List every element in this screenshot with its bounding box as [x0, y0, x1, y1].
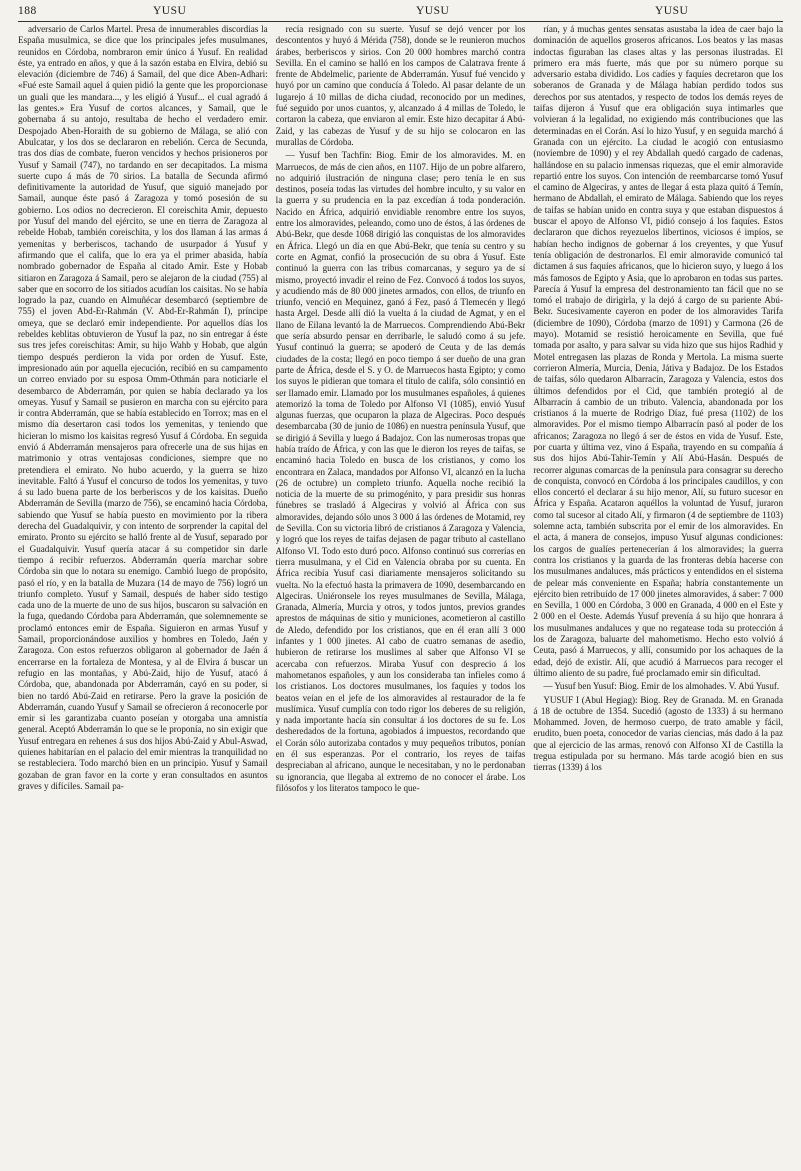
paragraph: recía resignado con su suerte. Yusuf se dejó vencer por los descontentos y huyó á Mérida (758), donde se le reunieron muchos árabes, berberiscos y sirios. Con 20 000 hombres marchó contra Sevilla. En el camino se halló en los campos de Calatrava frente á frente de Abdelmelic, pariente de Abderramán. Yusuf fué vencido y huyó por un camino que conducía á Toledo. Al pasar delante de un lugarejo á 10 millas de dicha ciudad, reconocido por un medines, fué seguido por unos cuantos, y, alcanzado á 4 millas de Toledo, le cortaron la cabeza, que enviaron al emir. Este hizo decapitar á Abú-Zaid, y las cabezas de Yusuf y de su hijo se colocaron en las murallas de Córdoba.: [275, 24, 526, 147]
running-head-left: YUSU: [153, 5, 187, 17]
page-number: 188: [18, 5, 37, 17]
paragraph: — Yusuf ben Tachfín: Biog. Emir de los almoravides. M. en Marruecos, de más de cien años, en 1107. Hijo de un pobre alfarero, no adquirió ilustración de ninguna clase; pero tenía le en sus destinos, poseía todas las virtudes del hombre inculto, y su valor en la guerra y su prudencia en la paz excedían á toda ponderación. Nacido en África, adquirió envidiable renombre entre los suyos, entre los almoravides, peleando, como uno de éstos, á las órdenes de Abú-Bekr, que desde 1068 dirigió las conquistas de los almoravides en África. Llegó un día en que Abú-Bekr, que tenía su centro y su corte en Agmat, confió la prosecución de su obra á Yusuf. Este continuó la guerra con las tribus comarcanas, y seguro ya de sí mismo, proyectó invadir el reino de Fez. Convocó á todos los suyos, y acudiendo más de 80 000 jinetes armados, con ellos, de triunfo en triunfo, venció en Mequinez, ganó á Fez, pasó á Tlemecén y llegó hasta Argel. Desde allí dió la vuelta á la ciudad de Agmat, y en el llano de Eilana levantó la de Marruecos. Comprendiendo Abú-Bekr que sería absurdo pensar en derribarle, le saludó como á su jefe. Yusuf continuó la guerra; se apoderó de Ceuta y de las demás ciudades de la costa; llegó en poco tiempo á ser dueño de una gran parte de África, desde el S. y O. de Marruecos hasta Egipto; y como los suyos le pidieran que tomara el título de califa, sólo consintió en ser llamado emir. Llamado por los musulmanes españoles, á quienes atemorizó la toma de Toledo por Alfonso VI (1085), envió Yusuf algunas fuerzas, que ocuparon la plaza de Algeciras. Poco después desembarcaba (30 de junio de 1086) en nuestra península Yusuf, que se dirigió á Sevilla y luego á Badajoz. Con las numerosas tropas que había traído de África, y con las que le dieron los reyes de taifas, se encaminó hacia Toledo en busca de los cristianos, y como los encontrara en Zalaca, mandados por Alfonso VI, alcanzó en la lucha (26 de octubre) un completo triunfo. Aquella noche recibió la noticia de la muerte de su primogénito, y para presidir sus honras fúnebres se trasladó á Algeciras y volvió al África con sus almoravides, dejando sólo unos 3 000 á las órdenes de Motamid, rey de Sevilla. Con su victoria libró de cristianos á Zaragoza y Valencia, y logró que los reyes de taifas dejasen de pagar tributo al castellano Alfonso VI. Todo esto duró poco. Alfonso continuó sus correrías en tierra musulmana, y el Cid en Valencia obraba por su cuenta. En África recibía Yusuf casi diariamente mensajeros solicitando su vuelta. No la efectuó hasta la primavera de 1090, desembarcando en Algeciras. Uniéronsele los reyes musulmanes de Sevilla, Málaga, Granada, Almería, Murcia y otros, y todos juntos, previos grandes aprestos de máquinas de sitio y municiones, acometieron al castillo de Aledo, defendido por los cristianos, que en él eran allí 3 000 infantes y 1 000 jinetes. Al cabo de cuatro semanas de asedio, hubieron de retirarse los muslimes al saber que Alfonso VI se acercaba con refuerzos. Miraba Yusuf con desprecio á los mahometanos españoles, y aun los consideraba tan infieles como á los cristianos. Los doctores musulmanes, los faquíes y todos los beatos veían en el jefe de los almoravides al restaurador de la fe muslímica. Yusuf cumplía con todo rigor los deberes de su religión, y nada importante hacía sin consultar á los doctores de su fe. Los desheredados de la fortuna, agobiados á impuestos, recordando que el Corán sólo autorizaba contados y muy pequeños tributos, ponían en él sus esperanzas. Por el contrario, los reyes de taifas despreciaban al africano, aunque le necesitaban, y no le perdonaban su ignorancia, que llegaba al extremo de no conocer el árabe. Los filósofos y los literatos tampoco le que-: [275, 150, 526, 793]
column-right: [533, 24, 783, 1165]
paragraph: rían, y á muchas gentes sensatas asustaba la idea de caer bajo la dominación de aquellos groseros africanos. Los beatos y las masas indoctas figuraban las clases altas y las personas ilustradas. El primero era más fuerte, más que por su número porque su adversario estaba dividido. Los cadíes y faquíes decretaron que los soberanos de Granada y de Málaga habían perdido todos sus derechos por sus atentados, y respecto de todos los demás reyes de taifas dijeron á Yusuf que era obligación suya intimarles que volvieran á la legalidad, no exigiendo más contribuciones que las determinadas en el Corán. Así lo hizo Yusuf, y en seguida marchó á Granada con un ejército. La ciudad le acogió con entusiasmo (noviembre de 1090) y el rey Abdallah quedó cargado de cadenas, hallándose en su palacio inmensas riquezas, que el emir almoravide repartió entre los suyos. Con intención de reembarcarse tomó Yusuf el camino de Algeciras, y antes de llegar á esta plaza quitó á Temín, hermano de Abdallah, el emirato de Málaga. Sabiendo que los reyes de taifas se habían unido en contra suya y que estaban dispuestos á buscar el apoyo de Alfonso VI, pidió consejo á los faquíes. Estos declararon que dichos reyezuelos libertinos, viciosos é impíos, se habían hecho indignos de gobernar á los creyentes, y que Yusuf tenía obligación de destronarlos. El emir almoravide comunicó tal dictamen á sus faquíes africanos, que lo hicieron suyo, y luego á los más famosos de Egipto y Asia, que lo aprobaron en todas sus partes. Parecía á Yusuf la empresa del destronamiento tan fácil que no se tomó el trabajo de dirigirla, y la dejó á cargo de su pariente Abú-Bekr. Sucesivamente cayeron en poder de los almoravides Tarifa (diciembre de 1090), Córdoba (marzo de 1091) y Carmona (26 de mayo). Motamid se resistió heroicamente en Sevilla, que fué tomada por asalto, y para salvar su vida hizo que sus hijos Radhid y Motel entregasen las plazas de Ronda y Mertola. La misma suerte corrieron Almería, Murcia, Denia, Játiva y Badajoz. De los Estados de taifas, sólo quedaron Albarracín, Zaragoza y Valencia, estos dos últimos defendidos por el Cid, que también protegió al de Albarracín á cambio de un tributo. Valencia, abandonada por los cristianos á la muerte de Rodrigo Díaz, fué presa (1102) de los almoravides. Por el mismo tiempo Albarracín pasó al poder de los africanos; Zaragoza no llegó á ser de éstos en vida de Yusuf. Este, por cuarta y última vez, vino á España, trayendo en su compañía á sus dos hijos Abú-Tahir-Temín y Alí Abú-Hasán. Después de recorrer algunas comarcas de la península para consagrar su derecho de conquista, convocó en Córdoba á los principales caudillos, y con ellos concertó el declarar á su hijo menor, Alí, su futuro sucesor en África y España. Acataron aquéllos la voluntad de Yusuf, juraron como tal sucesor al citado Alí, y firmaron (4 de septiembre de 1103) solemne acta, también subscrita por el emir de los almoravides. En el acta, á manera de consejos, impuso Yusuf algunas condiciones: los cargos de gualíes pertenecerían á los almoravides; la guerra contra los cristianos y la guarda de las fronteras debía hacerse con los musulmanes andaluces, más prácticos y entendidos en el sistema de pelear más conveniente en España; habría constantemente un ejército bien retribuído de 17 000 jinetes almoravides, á saber: 7 000 en Sevilla, 1 000 en Córdoba, 3 000 en Granada, 4 000 en el Este y 2 000 en el Oeste. Además Yusuf prevenía á su hijo que honrara á los musulmanes andaluces y que no regatease toda su protección á los de Zaragoza, baluarte del mahometismo. Hecho esto volvió á Ceuta, pasó á Marruecos, y allí, consumido por los achaques de la edad, dejó de existir. Alí, que acudió á Marruecos para recoger el último aliento de su padre, fué proclamado emir sin dificultad.: [533, 24, 784, 678]
paragraph: adversario de Carlos Martel. Presa de innumerables discordias la España musulmica, se dice que los principales jefes musulmanes, reunidos en Córdoba, nombraron emir único á Yusuf. En realidad éste, ya entrado en años, y que á la sazón estaba en Elvira, debió su elevación (diciembre de 746) á Samail, del que dice Aben-Adhari: «Fué este Samail aquel á quien pidió la gente que les proporcionase un guali que les mandara..., y les eligió á Yusuf... el cual agradó á las gentes.» Era Yusuf de cortos alcances, y Samail, que le gobernaba á su antojo, resultaba de hecho el verdadero emir. Despojado Aben-Horaith de su gobierno de Málaga, se alió con Abulcatar, y los dos se declararon en rebelión. Cerca de Secunda, tras dos días de combate, fueron vencidos y hechos prisioneros por Yusuf y Samail (747), no tardando en ser decapitados. La misma suerte cupo á más de 70 sirios. La batalla de Secunda afirmó definitivamente la autoridad de Yusuf, que siguió manejado por Samail, aunque éste pasó á Zaragoza y tomó posesión de su gobierno. Los odios no decrecieron. El coreischita Amir, depuesto por Yusuf del mando del ejército, se une en tierra de Zaragoza al rebelde Hobab, también coreischita, y los dos llaman á las armas á yemenitas y berberiscos, tachando de usurpador á Yusuf y afirmando que el califa, que lo era ya el primer abasida, había nombrado gobernador de España al citado Amir. Este y Hobab sitiaron en Zaragoza á Samail, pero se alejaron de la ciudad (755) al saber que en socorro de los sitiados acudían los caisitas. No se había logrado la paz, cuando en Almuñécar desembarcó (septiembre de 755) el joven Abd-Er-Rahmán (V. Abd-Er-Rahmán I), príncipe omeya, que se declaró emir independiente. Por aquellos días los rebeldes keblitas obtuvieron de Yusuf la paz, no sin entregar á éste sus tres jefes coreischitas: Amir, su hijo Wahb y Hobab, que algún tiempo después perdieron la vida por orden de Yusuf. Este, impresionado aún por aquella ejecución, recibió en su campamento un correo enviado por su esposa Omm-Othmán para noticiarle el desembarco de Abderramán, por quien se había declarado ya los omeyas. Yusuf y Samail se pusieron en marcha con su ejército para ir contra Abderramán, que se había establecido en Torrox; mas en el mismo día desertaron casi todos los yemenitas, y teniendo que hicieran lo mismo los kaisitas regresó Yusuf á Córdoba. En seguida envió á Abderramán mensajeros para ofrecerle una de sus hijas en matrimonio y otras ventajosas condiciones, siempre que no pretendiera el emirato. No hubo acuerdo, y la guerra se hizo inevitable. Faltó á Yusuf el concurso de todos los yemenitas, y tuvo á su lado buena parte de los berberiscos y de los kaisitas. Dueño Abderramán de Sevilla (marzo de 756), se encaminó hacia Córdoba, sabiendo que Yusuf se había puesto en movimiento por la ribera derecha del Guadalquivir, y con intento de sorprender la capital del emirato. Pronto su ejército se halló frente al de Yusuf, separado por el Guadalquivir. Yusuf quería atacar á su competidor sin darle tiempo á recibir refuerzos. Abderramán quería marchar sobre Córdoba sin que lo notara su enemigo. Cambió luego de propósito, pasó el río, y en la batalla de Muzara (14 de mayo de 756) logró un triunfo completo. Yusuf y Samail, después de haber sido testigo cada uno de la muerte de uno de sus hijos, buscaron su salvación en la fuga, quedando Córdoba para Abderramán, que solemnemente se proclamó entonces emir de España. Siguieron en armas Yusuf y Samail, proporcionándose auxilios y hombres en Toledo, Jaén y Zaragoza. Con estos refuerzos obligaron al gobernador de Jaén á encerrarse en la fortaleza de Montesa, y al de Elvira á buscar un refugio en las montañas, y Abú-Zaid, hijo de Yusuf, atacó á Córdoba, que, abandonada por Abderramán, cayó en su poder, si bien no tardó Abú-Zaid en retirarse. Pero la grave la posición de Abderramán, cuando Yusuf y Samail se ofrecieron á reconocerle por emir si les garantizaba cuanto poseían y otorgaba una amnistía general. Aceptó Abderramán lo que se le proponía, no sin exigir que Yusuf entregara en rehenes á sus dos hijos Abú-Zaid y Abul-Aswad, quienes habitarían en el palacio del emir mientras la tranquilidad no se restableciera. Todo marchó bien en un principio. Yusuf y Samail gozaban de gran favor en la corte y eran consultados en asuntos graves y difíciles. Samail pa-: [18, 24, 268, 791]
header-rule: [18, 21, 783, 22]
text-columns: [18, 24, 783, 1165]
column-left: [18, 24, 268, 1165]
page-header: [18, 0, 783, 22]
paragraph: YUSUF I (Abul Hegiag): Biog. Rey de Granada. M. en Granada á 18 de octubre de 1354. Sucedió (agosto de 1333) á su hermano Mohammed. Joven, de hermoso cuerpo, de trato amable y fácil, erudito, buen poeta, conocedor de varias ciencias, más dado á la paz que al ejercicio de las armas, renovó con Alfonso XI de Castilla la tregua estipulada por su hermano. Más tarde acogió bien en sus tierras (1339) á los: [533, 694, 784, 773]
running-head-center: YUSU: [416, 5, 450, 17]
column-middle: [276, 24, 526, 1165]
paragraph: — Yusuf ben Yusuf: Biog. Emir de los almohades. V. Abú Yusuf.: [543, 681, 780, 692]
running-head-right: YUSU: [655, 5, 689, 17]
